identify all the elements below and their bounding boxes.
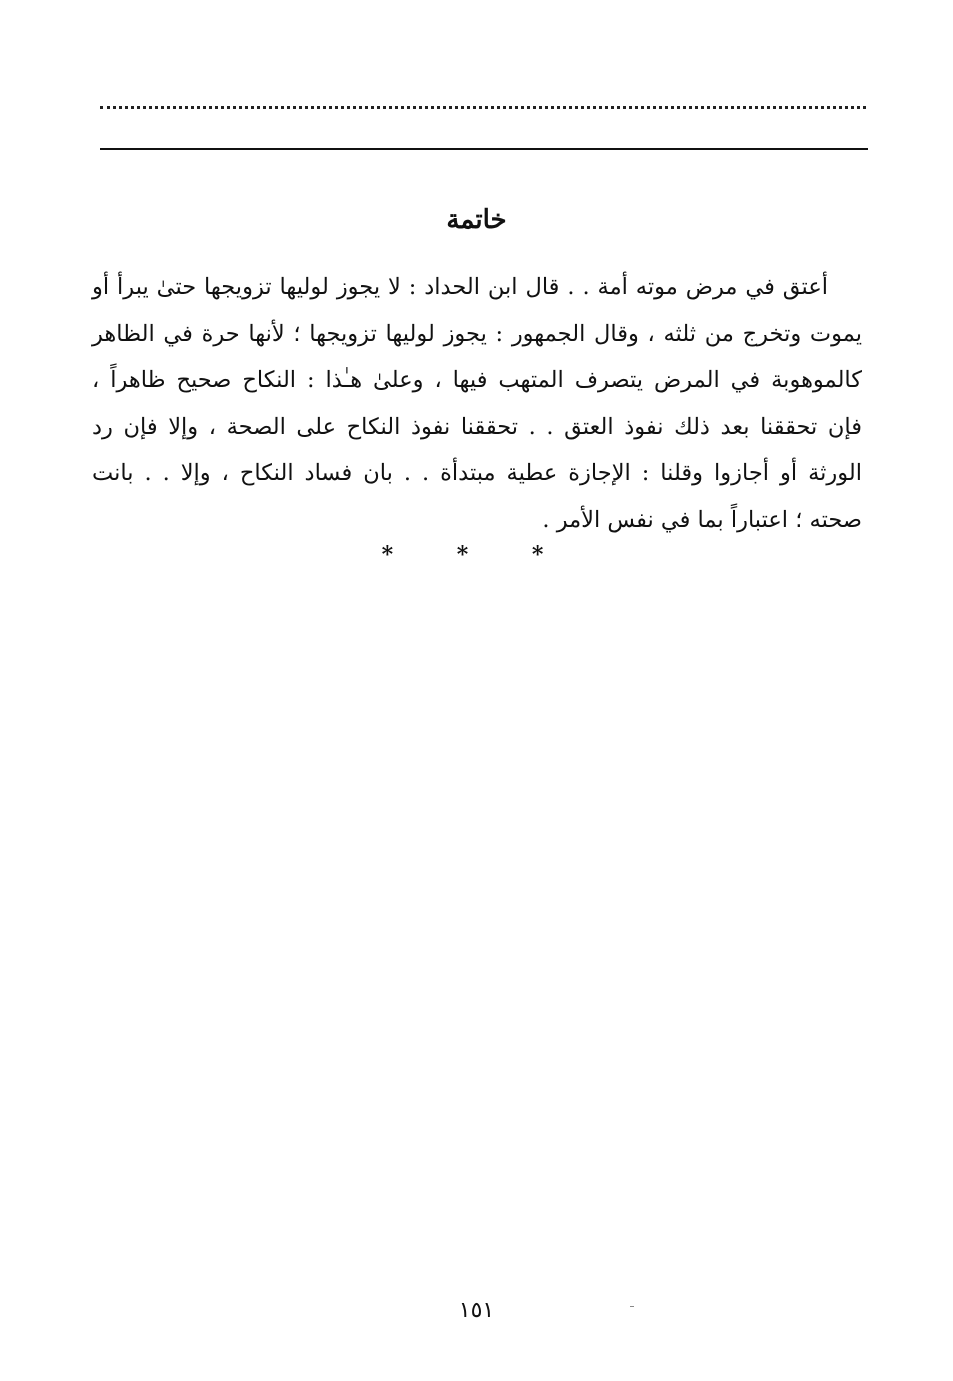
text-line-5: الورثة أو أجازوا وقلنا : الإجازة عطية مبتدأة . . بان فساد النكاح ، وإلا . . بانت	[92, 460, 862, 486]
text-line-6: صحته ؛ اعتباراً بما في نفس الأمر .	[542, 506, 862, 533]
scan-speck	[630, 1306, 634, 1307]
header-dotted-line	[100, 106, 866, 123]
section-title: خاتمة	[446, 205, 507, 235]
text-line-1: أعتق في مرض موته أمة . . قال ابن الحداد : لا يجوز لوليها تزويجها حتىٰ يبرأ أو	[92, 274, 828, 300]
text-line-2: يموت وتخرج من ثلثه ، وقال الجمهور : يجوز لوليها تزويجها ؛ لأنها حرة في الظاهر	[92, 320, 862, 347]
text-line-3: كالموهوبة في المرض يتصرف المتهب فيها ، وعلىٰ هـٰذا : النكاح صحيح ظاهراً ،	[92, 367, 862, 393]
body-text	[92, 264, 862, 543]
text-line-4: فإن تحققنا بعد ذلك نفوذ العتق . . تحققنا نفوذ النكاح على الصحة ، وإلا فإن رد	[92, 413, 862, 440]
page-number: ١٥١	[458, 1298, 495, 1323]
header-rule	[100, 148, 868, 150]
section-separator: * * *	[381, 542, 572, 568]
